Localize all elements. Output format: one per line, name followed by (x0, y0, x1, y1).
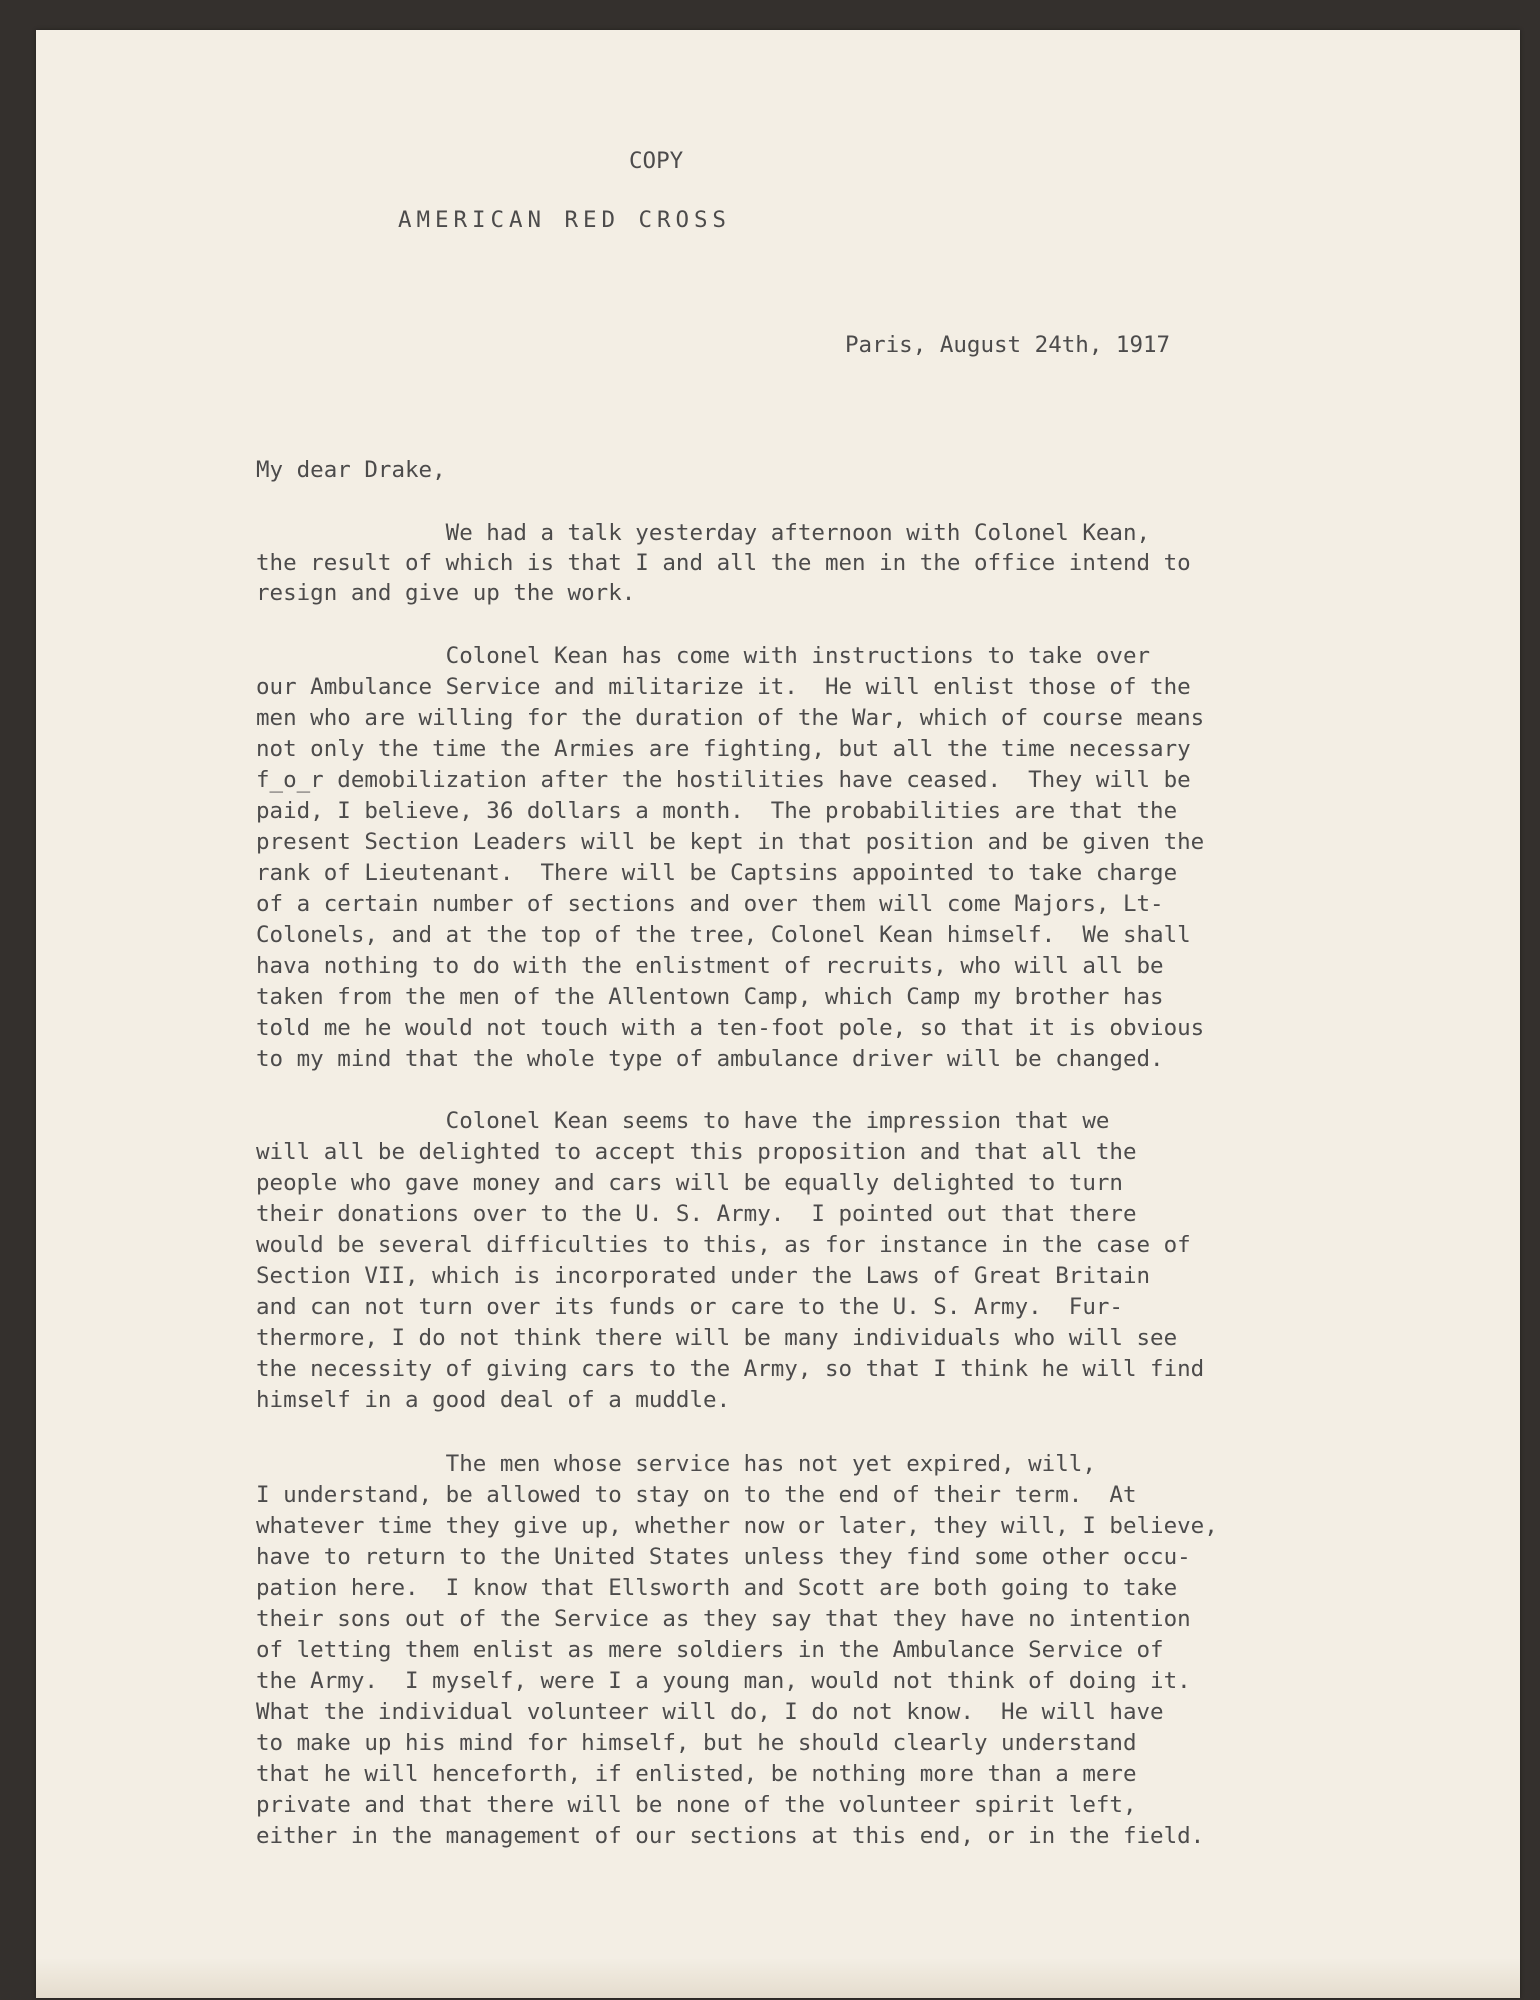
paragraph-4-line-12: private and that there will be none of the volunteer spirit left, (256, 1792, 1137, 1818)
paragraph-2-line-7: present Section Leaders will be kept in that position and be given the (256, 829, 1205, 855)
paragraph-4-line-1: The men whose service has not yet expired, will, (256, 1451, 1096, 1477)
paragraph-4-line-7: of letting them enlist as mere soldiers in the Ambulance Service of (256, 1637, 1164, 1663)
paragraph-3-line-1: Colonel Kean seems to have the impression that we (256, 1108, 1110, 1134)
paragraph-4-line-10: to make up his mind for himself, but he should clearly understand (256, 1730, 1137, 1756)
paragraph-2-line-3: men who are willing for the duration of the War, which of course means (256, 705, 1205, 731)
paragraph-4-line-11: that he will henceforth, if enlisted, be nothing more than a mere (256, 1761, 1137, 1787)
paragraph-3-line-3: people who gave money and cars will be equally delighted to turn (256, 1170, 1123, 1196)
paragraph-2-line-6: paid, I believe, 36 dollars a month. The probabilities are that the (256, 798, 1178, 824)
paragraph-2-line-2: our Ambulance Service and militarize it. He will enlist those of the (256, 674, 1191, 700)
copy-label: COPY (629, 148, 684, 174)
paragraph-3-line-6: Section VII, which is incorporated under the Laws of Great Britain (256, 1263, 1151, 1289)
paragraph-3-line-7: and can not turn over its funds or care to the U. S. Army. Fur- (256, 1294, 1123, 1320)
salutation: My dear Drake, (256, 457, 446, 483)
paragraph-4-line-3: whatever time they give up, whether now or later, they will, I believe, (256, 1513, 1218, 1539)
paragraph-2-line-14: to my mind that the whole type of ambulance driver will be changed. (256, 1046, 1164, 1072)
organization-heading: AMERICAN RED CROSS (398, 207, 731, 233)
paragraph-4-line-9: What the individual volunteer will do, I do not know. He will have (256, 1699, 1164, 1725)
date-line: Paris, August 24th, 1917 (845, 332, 1171, 358)
paragraph-4-line-8: the Army. I myself, were I a young man, would not think of doing it. (256, 1668, 1191, 1694)
paragraph-1-line-3: resign and give up the work. (256, 580, 636, 606)
paragraph-3-line-5: would be several difficulties to this, as for instance in the case of (256, 1232, 1191, 1258)
paragraph-4-line-5: pation here. I know that Ellsworth and Scott are both going to take (256, 1575, 1178, 1601)
paragraph-2-line-1: Colonel Kean has come with instructions to take over (256, 643, 1151, 669)
paragraph-4-line-2: I understand, be allowed to stay on to the end of their term. At (256, 1482, 1137, 1508)
paragraph-3-line-2: will all be delighted to accept this proposition and that all the (256, 1139, 1137, 1165)
paragraph-3-line-8: thermore, I do not think there will be many individuals who will see (256, 1325, 1178, 1351)
paragraph-2-line-5: f̲o̲r demobilization after the hostilities have ceased. They will be (256, 767, 1191, 793)
paragraph-1-line-2: the result of which is that I and all the men in the office intend to (256, 550, 1191, 576)
paragraph-2-line-12: taken from the men of the Allentown Camp, which Camp my brother has (256, 984, 1164, 1010)
paragraph-2-line-13: told me he would not touch with a ten-foot pole, so that it is obvious (256, 1015, 1205, 1041)
paragraph-3-line-4: their donations over to the U. S. Army. I pointed out that there (256, 1201, 1137, 1227)
paragraph-2-line-4: not only the time the Armies are fighting, but all the time necessary (256, 736, 1191, 762)
paragraph-3-line-9: the necessity of giving cars to the Army, so that I think he will find (256, 1356, 1205, 1382)
paragraph-4-line-13: either in the management of our sections at this end, or in the field. (256, 1823, 1205, 1849)
paragraph-1-line-1: We had a talk yesterday afternoon with Colonel Kean, (256, 520, 1151, 546)
paragraph-2-line-10: Colonels, and at the top of the tree, Colonel Kean himself. We shall (256, 922, 1191, 948)
paragraph-2-line-8: rank of Lieutenant. There will be Captsins appointed to take charge (256, 860, 1178, 886)
paragraph-4-line-6: their sons out of the Service as they say that they have no intention (256, 1606, 1191, 1632)
paragraph-4-line-4: have to return to the United States unless they find some other occu- (256, 1544, 1191, 1570)
paragraph-2-line-11: hava nothing to do with the enlistment of recruits, who will all be (256, 953, 1164, 979)
paragraph-2-line-9: of a certain number of sections and over them will come Majors, Lt- (256, 891, 1164, 917)
paragraph-3-line-10: himself in a good deal of a muddle. (256, 1387, 731, 1413)
